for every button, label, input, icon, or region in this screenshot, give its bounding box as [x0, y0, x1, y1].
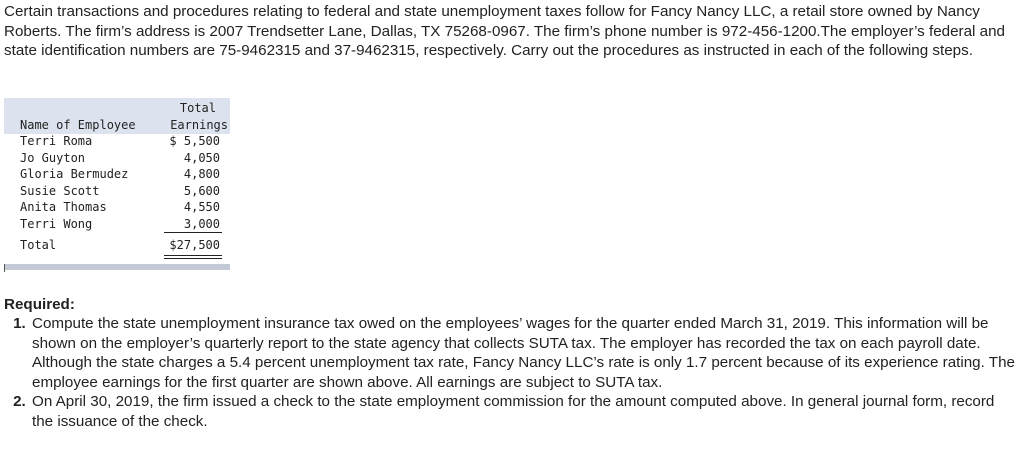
- table-row-name: Terri Roma: [20, 134, 93, 148]
- required-list: [4, 314, 1016, 431]
- table-row-name: Terri Wong: [20, 217, 93, 231]
- table-row-earnings: 4,800: [183, 167, 220, 181]
- total-label: Total: [20, 238, 57, 252]
- table-row-name: Gloria Bermudez: [20, 167, 129, 181]
- table-row-earnings: 4,050: [183, 151, 220, 165]
- table-row-earnings: 3,000: [183, 217, 220, 231]
- table-row-earnings: $ 5,500: [169, 134, 220, 148]
- subtotal-rule: [164, 232, 222, 233]
- table-row-name: Jo Guyton: [20, 151, 86, 165]
- table-corner-mark: [4, 264, 5, 272]
- total-value: $27,500: [169, 238, 220, 252]
- header-total-line1: Total: [179, 101, 216, 115]
- table-row-name: Susie Scott: [20, 184, 100, 198]
- total-double-rule-bottom: [164, 258, 222, 259]
- header-total-line2: Earnings: [170, 118, 228, 132]
- header-employee-name: Name of Employee: [20, 118, 136, 132]
- problem-intro: Certain transactions and procedures relating to federal and state unemployment taxes follow for Fancy Nancy LLC, a retail store owned by Nancy Roberts. The firm’s address is 2007 Trendsetter Lane, Dallas, TX 75268-0967. The firm’s phone number is 972-456-1200.The employer’s federal and state identification numbers are 75-9462315 and 37-9462315, respectively. Carry out the procedures as instructed in each of the following steps.: [4, 3, 1005, 59]
- table-row-earnings: 5,600: [183, 184, 220, 198]
- total-double-rule-top: [164, 255, 222, 256]
- required-item-1: 1. Compute the state unemployment insurance tax owed on the employees’ wages for the quarter ended March 31, 2019. This information will be shown on the employer’s quarterly report to the state agency that collects SUTA tax. The employer has recorded the tax on each payroll date. Although the state charges a 5.4 percent unemployment tax rate, Fancy Nancy LLC’s rate is only 1.7 percent because of its experience rating. The employee earnings for the first quarter are shown above. All earnings are subject to SUTA tax.: [30, 314, 1016, 392]
- earnings-table: [4, 98, 232, 272]
- required-item-2: 2. On April 30, 2019, the firm issued a check to the state employment commission for the amount computed above. In general journal form, record the issuance of the check.: [30, 392, 1016, 431]
- required-heading: Required:: [4, 296, 75, 313]
- table-row-earnings: 4,550: [183, 200, 220, 214]
- table-footer-band: [4, 264, 230, 270]
- table-row-name: Anita Thomas: [20, 200, 107, 214]
